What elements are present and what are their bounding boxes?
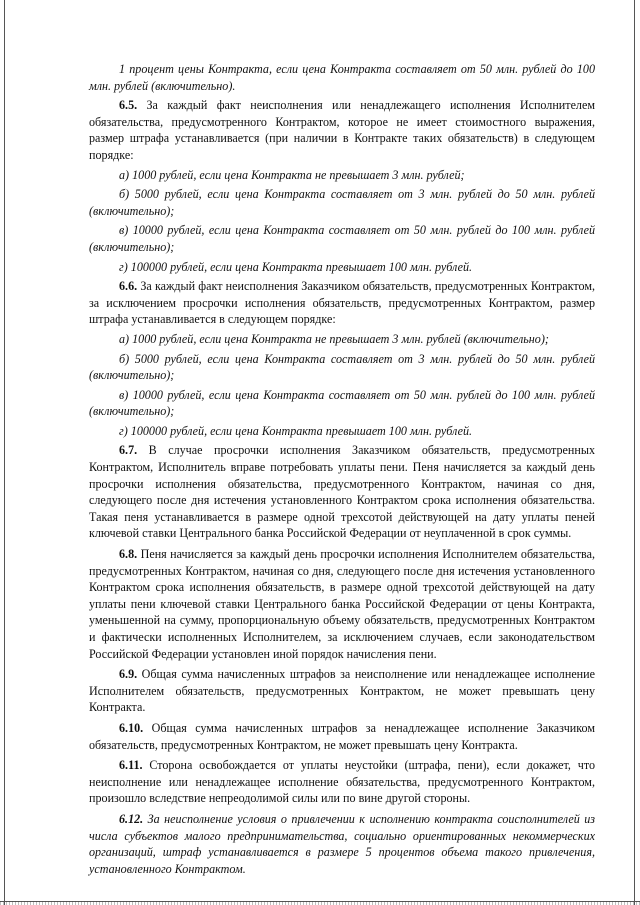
scan-artifact [0,901,640,905]
clause-6-6-b: б) 5000 рублей, если цена Контракта составляет от 3 млн. рублей до 50 млн. рублей (включительно); [89,351,595,383]
clause-text: Сторона освобождается от уплаты неустойки (штрафа, пени), если докажет, что неисполнение или ненадлежащее исполнение обязательства, предусмотренного Контрактом, произошло вследствие непреодолимой силы или по вине другой стороны. [89,758,595,806]
clause-number: 6.12. [119,811,144,826]
clause-text: Пеня начисляется за каждый день просрочки исполнения Исполнителем обязательства, предусмотренных Контрактом, начиная со дня, следующего после дня истечения установленного Контрактом срока исполнения обязательств, в размере одной трехсотой действующей на дату уплаты пени ключевой ставки Центрального банка Российской Федерации от цены Контракта, уменьшенной на сумму, пропорциональную объему обязательств, предусмотренных Контрактом и фактически исполненных Исполнителем, за исключением случаев, если законодательством Российской Федерации установлен иной порядок начисления пени. [89,547,595,661]
clause-number: 6.8. [119,547,138,562]
clause-text: Общая сумма начисленных штрафов за неисполнение или ненадлежащее исполнение Исполнителем обязательств, предусмотренных Контрактом, не может превышать цену Контракта. [89,667,595,715]
clause-6-5-c: в) 10000 рублей, если цена Контракта составляет от 50 млн. рублей до 100 млн. рублей (включительно); [89,223,595,254]
clause-text: Общая сумма начисленных штрафов за ненадлежащее исполнение Заказчиком обязательств, предусмотренных Контрактом, не может превышать цену Контракта. [89,720,595,752]
clause-6-6 [89,278,595,328]
clause-text: За каждый факт неисполнения Заказчиком обязательств, предусмотренных Контрактом, за исключением просрочки исполнения обязательств, предусмотренных Контрактом, размер штрафа устанавливается в следующем порядке: [89,279,595,327]
clause-number: 6.11. [119,758,143,773]
clause-number: 6.6. [119,279,138,294]
clause-6-8 [89,546,595,662]
clause-number: 6.10. [119,720,144,735]
clause-text: В случае просрочки исполнения Заказчиком обязательств, предусмотренных Контрактом, Исполнитель вправе потребовать уплаты пени. Пеня начисляется за каждый день просрочки исполнения обязательства, предусмотренного Контрактом, начиная со дня, следующего после дня истечения установленного Контрактом срока исполнения обязательства. Такая пеня устанавливается в размере одной трехсотой действующей на дату уплаты пеней ключевой ставки Центрального банка Российской Федерации от неуплаченной в срок суммы. [89,443,595,541]
clause-6-10 [89,720,595,753]
clause-number: 6.9. [119,667,138,682]
clause-6-12 [89,811,595,877]
document-page [89,61,595,877]
clause-6-5-b: б) 5000 рублей, если цена Контракта составляет от 3 млн. рублей до 50 млн. рублей (включительно); [89,187,595,218]
clause-6-11 [89,757,595,807]
clause-6-6-a: а) 1000 рублей, если цена Контракта не превышает 3 млн. рублей (включительно); [119,331,549,346]
clause-6-7 [89,442,595,542]
scan-border-right [634,0,635,905]
clause-6-6-c: в) 10000 рублей, если цена Контракта составляет от 50 млн. рублей до 100 млн. рублей (включительно); [89,387,595,419]
clause-6-9 [89,666,595,716]
clause-text: За каждый факт неисполнения или ненадлежащего исполнения Исполнителем обязательства, предусмотренного Контрактом, которое не имеет стоимостного выражения, размер штрафа устанавливается (при наличии в Контракте таких обязательств) в следующем порядке: [89,98,595,162]
clause-number: 6.5. [119,98,138,113]
clause-6-6-d: г) 100000 рублей, если цена Контракта превышает 100 млн. рублей. [119,423,473,438]
clause-text: За неисполнение условия о привлечении к исполнению контракта соисполнителей из числа субъектов малого предпринимательства, социально ориентированных некоммерческих организаций, штраф устанавливается в размере 5 процентов объема такого привлечения, установленного Контрактом. [89,811,595,876]
intro-line: 1 процент цены Контракта, если цена Контракта составляет от 50 млн. рублей до 100 млн. рублей (включительно). [89,62,595,93]
clause-6-5 [89,97,595,163]
clause-number: 6.7. [119,443,138,458]
scan-border-left [4,0,5,905]
clause-6-5-a: а) 1000 рублей, если цена Контракта не превышает 3 млн. рублей; [119,167,465,182]
clause-6-5-d: г) 100000 рублей, если цена Контракта превышает 100 млн. рублей. [119,259,473,274]
